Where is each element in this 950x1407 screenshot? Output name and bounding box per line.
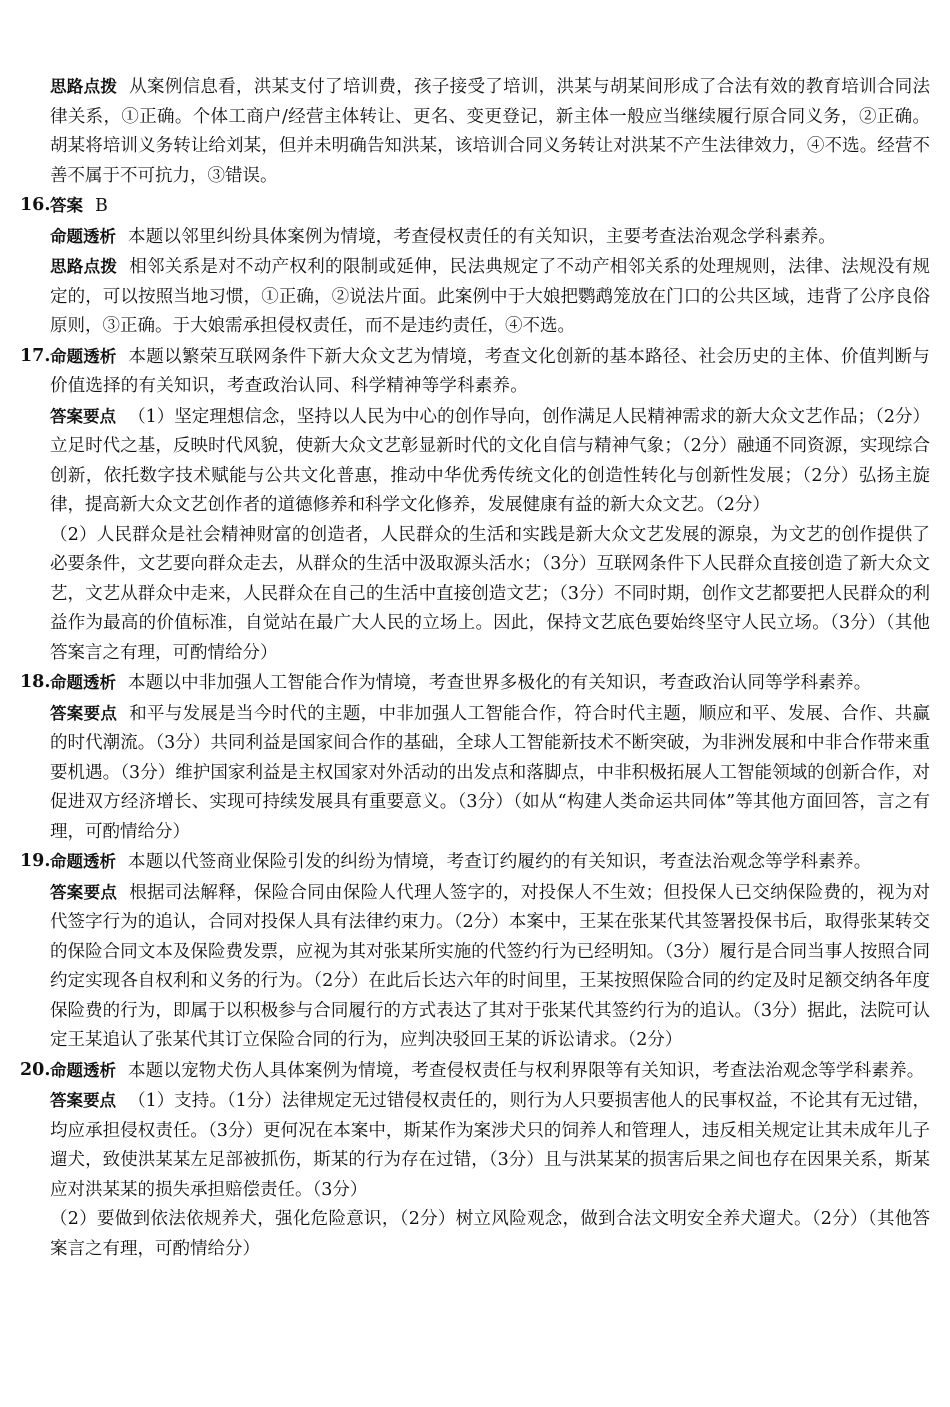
q16-answer-value: B bbox=[95, 196, 108, 216]
q20-part1-paragraph bbox=[50, 1086, 930, 1205]
q20-points-label: 答案要点 bbox=[50, 1091, 117, 1110]
q20-block bbox=[20, 1056, 930, 1265]
q18-block bbox=[20, 668, 930, 847]
q19-points-label: 答案要点 bbox=[50, 882, 118, 902]
q17-block bbox=[20, 342, 930, 669]
q20-part1-text: （1）支持。（1分）法律规定无过错侵权责任的，则行为人只要损害他人的民事权益，不论其有无过错，均应承担侵权责任。（3分）更何况在本案中，斯某作为案涉犬只的饲养人和管理人，违反相关规定让其未成年儿子遛犬，致使洪某某左足部被抓伤，斯某的行为存在过错，（3分）且与洪某某的损害后果之间也存在因果关系，斯某应对洪某某的损失承担赔偿责任。（3分） bbox=[50, 1091, 931, 1200]
q17-part2-paragraph: （2）人民群众是社会精神财富的创造者，人民群众的生活和实践是新大众文艺发展的源泉，为文艺的创作提供了必要条件，文艺要向群众走去，从群众的生活中汲取源头活水；（3分）互联网条件下人民群众直接创造了新大众文艺，文艺从群众中走来，人民群众在自己的生活中直接创造文艺；（3分）不同时期，创作文艺都要把人民群众的利益作为最高的价值标准，自觉站在最广大人民的立场上。因此，保持文艺底色要始终坚守人民立场。（3分）（其他答案言之有理，可酌情给分） bbox=[50, 524, 930, 663]
q19-points-paragraph bbox=[50, 878, 930, 1056]
q15-hint-text: 从案例信息看，洪某支付了培训费，孩子接受了培训，洪某与胡某间形成了合法有效的教育培训合同法律关系，①正确。个体工商户/经营主体转让、更名、变更登记，新主体一般应当继续履行原合同义务，②正确。胡某将培训义务转让给刘某，但并未明确告知洪某，该培训合同义务转让对洪某不产生法律效力，④不选。经营不善不属于不可抗力，③错误。 bbox=[50, 77, 931, 186]
q17-intent-label: 命题透析 bbox=[50, 346, 117, 366]
q19-intent-paragraph bbox=[50, 847, 930, 878]
q19-intent-text: 本题以代签商业保险引发的纠纷为情境，考查订约履约的有关知识，考查法治观念等学科素养。 bbox=[128, 852, 872, 872]
q17-intent-text: 本题以繁荣互联网条件下新大众文艺为情境，考查文化创新的基本路径、社会历史的主体、价值判断与价值选择的有关知识，考查政治认同、科学精神等学科素养。 bbox=[50, 346, 931, 396]
q20-intent-label: 命题透析 bbox=[50, 1060, 116, 1080]
q16-intent-text: 本题以邻里纠纷具体案例为情境，考查侵权责任的有关知识，主要考查法治观念学科素养。 bbox=[128, 226, 836, 247]
q16-intent-label: 命题透析 bbox=[50, 226, 116, 246]
q18-intent-text: 本题以中非加强人工智能合作为情境，考查世界多极化的有关知识，考查政治认同等学科素养。 bbox=[128, 673, 872, 693]
q20-intent-paragraph bbox=[50, 1056, 930, 1087]
q16-answer-line bbox=[50, 191, 930, 222]
q16-block bbox=[20, 191, 930, 342]
q20-number: 20. bbox=[20, 1059, 51, 1080]
q15-block bbox=[20, 72, 930, 191]
q19-intent-label: 命题透析 bbox=[50, 852, 116, 871]
q16-answer-label: 答案 bbox=[50, 196, 83, 215]
q18-intent-paragraph bbox=[50, 668, 930, 699]
q17-points-label: 答案要点 bbox=[50, 406, 117, 426]
q16-intent-paragraph bbox=[50, 222, 930, 253]
q19-points-text: 根据司法解释，保险合同由保险人代理人签字的，对投保人不生效；但投保人已交纳保险费的，视为对代签字行为的追认，合同对投保人具有法律约束力。（2分）本案中，王某在张某代其签署投保书后，取得张某转交的保险合同文本及保险费发票，应视为其对张某所实施的代签约行为已经明知。（3分）履行是合同当事人按照合同约定实现各自权利和义务的行为。（2分）在此后长达六年的时间里，王某按照保险合同的约定及时足额交纳各年度保险费的行为，即属于以积极参与合同履行的方式表达了其对于张某代其签约行为的追认。（3分）据此，法院可认定王某追认了张某代其订立保险合同的行为，应判决驳回王某的诉讼请求。（2分） bbox=[50, 882, 931, 1050]
q18-points-text: 和平与发展是当今时代的主题，中非加强人工智能合作，符合时代主题，顺应和平、发展、合作、共赢的时代潮流。（3分）共同利益是国家间合作的基础，全球人工智能新技术不断突破，为非洲发展和中非合作带来重要机遇。（3分）维护国家利益是主权国家对外活动的出发点和落脚点，中非积极拓展人工智能领域的创新合作，对促进双方经济增长、实现可持续发展具有重要意义。（3分）（如从“构建人类命运共同体”等其他方面回答，言之有理，可酌情给分） bbox=[50, 703, 931, 842]
q16-hint-label: 思路点拨 bbox=[50, 257, 118, 276]
q17-part1-paragraph bbox=[50, 402, 930, 521]
q18-number: 18. bbox=[20, 672, 51, 692]
q18-points-label: 答案要点 bbox=[50, 703, 118, 723]
q16-hint-text: 相邻关系是对不动产权利的限制或延伸，民法典规定了不动产相邻关系的处理规则，法律、法规没有规定的，可以按照当地习惯，①正确，②说法片面。此案例中于大娘把鹦鹉笼放在门口的公共区域，违背了公序良俗原则，③正确。于大娘需承担侵权责任，而不是违约责任，④不选。 bbox=[50, 257, 931, 336]
q15-hint-paragraph bbox=[50, 72, 930, 191]
q18-points-paragraph bbox=[50, 699, 930, 848]
q17-number: 17. bbox=[20, 345, 51, 366]
q16-number: 16. bbox=[20, 195, 51, 215]
q19-number: 19. bbox=[20, 851, 51, 871]
q18-intent-label: 命题透析 bbox=[50, 673, 116, 692]
q17-part1-text: （1）坚定理想信念，坚持以人民为中心的创作导向，创作满足人民精神需求的新大众文艺作品；（2分）立足时代之基，反映时代风貌，使新大众文艺彰显新时代的文化自信与精神气象；（2分）融通不同资源，实现综合创新，依托数字技术赋能与公共文化普惠，推动中华优秀传统文化的创造性转化与创新性发展；（2分）弘扬主旋律，提高新大众文艺创作者的道德修养和科学文化修养，发展健康有益的新大众文艺。（2分） bbox=[50, 406, 931, 515]
q17-intent-paragraph bbox=[50, 342, 930, 402]
q20-part2-paragraph: （2）要做到依法依规养犬，强化危险意识，（2分）树立风险观念，做到合法文明安全养犬遛犬。（2分）（其他答案言之有理，可酌情给分） bbox=[50, 1209, 930, 1259]
q15-hint-label: 思路点拨 bbox=[50, 77, 118, 96]
q19-block bbox=[20, 847, 930, 1056]
q16-hint-paragraph bbox=[50, 252, 930, 342]
q20-intent-text: 本题以宠物犬伤人具体案例为情境，考查侵权责任与权利界限等有关知识，考查法治观念等学科素养。 bbox=[128, 1060, 925, 1081]
